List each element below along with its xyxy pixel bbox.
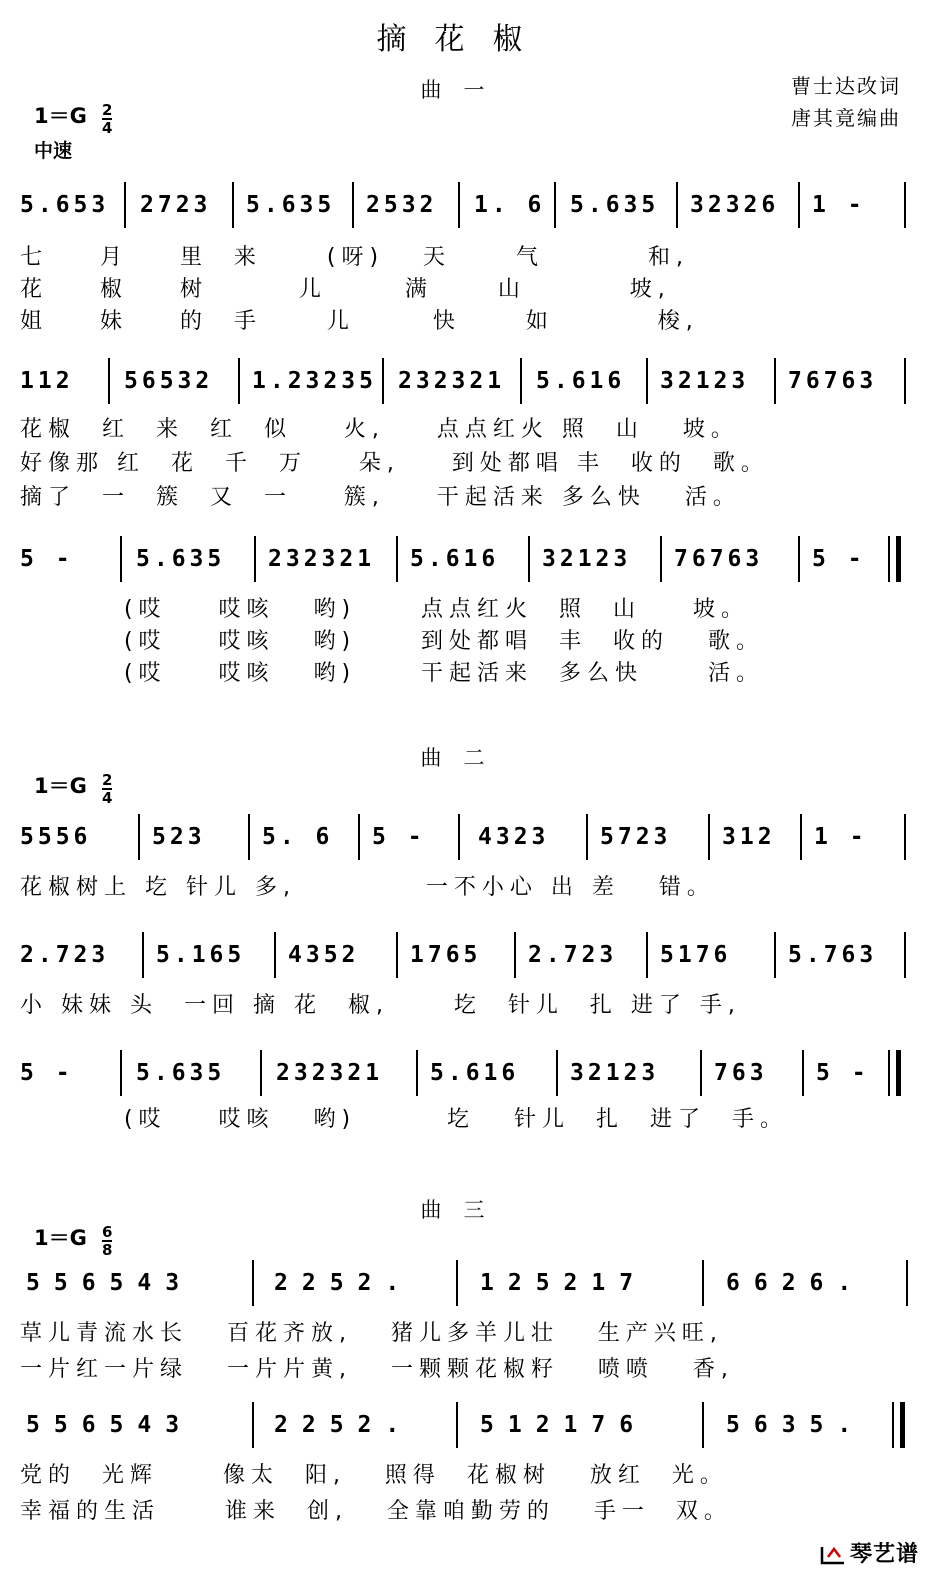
measure: 763 [714,1060,768,1086]
lyric-line: 幸福的生活 谁来 创, 全靠咱勤劳的 手一 双。 [20,1499,732,1524]
staff-row [20,1270,908,1304]
measure: 312 [722,824,776,850]
time-signature [101,1222,113,1259]
time-top: 2 [101,100,113,119]
key-signature [34,1222,112,1257]
measure: 2532 [366,192,438,218]
tempo-marking: 中速 [34,140,73,162]
measure: 523 [152,824,206,850]
lyric-line: (哎 哎咳 哟) 圪 针儿 扎 进了 手。 [20,1107,788,1132]
key-label: 1＝G [34,104,87,128]
staff-row [20,1412,908,1446]
measure: 125217 [480,1270,648,1296]
measure: 76763 [674,546,764,572]
measure: 1. 6 [474,192,546,218]
measure: 32123 [542,546,632,572]
time-top: 2 [101,770,113,789]
measure: 2252. [274,1412,414,1438]
measure: 5.616 [410,546,500,572]
lyric-line: 摘了 一 簇 又 一 簇, 干起活来 多么快 活。 [20,485,741,510]
measure: 5.635 [570,192,660,218]
lyric-line: 草儿青流水长 百花齐放, 猪儿多羊儿壮 生产兴旺, [20,1321,723,1346]
lyric-line: (哎 哎咳 哟) 干起活来 多么快 活。 [20,661,764,686]
measure: 2723 [140,192,212,218]
lyricist-credit: 曹士达改词 [791,74,901,98]
measure: 4323 [478,824,550,850]
measure: 4352 [288,942,360,968]
measure: 232321 [268,546,376,572]
time-bottom: 8 [101,1240,113,1259]
measure: 2.723 [528,942,618,968]
lyric-line: 小 妹妹 头 一回 摘 花 椒, 圪 针儿 扎 进了 手, [20,993,741,1018]
measure: 5635. [726,1412,866,1438]
measure: 112 [20,368,74,394]
measure: 5.653 [20,192,110,218]
measure: 5 - [372,824,426,850]
section-title: 曲一 [420,78,507,102]
section-title: 曲二 [420,746,507,770]
measure: 32326 [690,192,780,218]
measure: 1.23235 [252,368,377,394]
measure: 5176 [660,942,732,968]
key-signature [34,770,112,805]
measure: 5723 [600,824,672,850]
measure: 5.763 [788,942,878,968]
measure: 6626. [726,1270,866,1296]
measure: 232321 [398,368,506,394]
staff-row [20,192,908,226]
measure: 556543 [26,1270,194,1296]
lyric-line: 党的 光辉 像太 阳, 照得 花椒树 放红 光。 [20,1463,728,1488]
lyric-line: 好像那 红 花 千 万 朵, 到处都唱 丰 收的 歌。 [20,451,769,476]
key-label: 1＝G [34,774,87,798]
lyric-line: 花 椒 树 儿 满 山 坡, [20,277,671,302]
measure: 5.635 [246,192,336,218]
measure: 5.616 [430,1060,520,1086]
measure: 32123 [660,368,750,394]
lyric-line: 姐 妹 的 手 儿 快 如 梭, [20,309,699,334]
measure: 5. 6 [262,824,334,850]
measure: 2.723 [20,942,110,968]
arranger-credit: 唐其竟编曲 [791,106,901,130]
measure: 1 - [814,824,868,850]
staff-row [20,942,908,976]
lyric-line: (哎 哎咳 哟) 到处都唱 丰 收的 歌。 [20,629,764,654]
measure: 556543 [26,1412,194,1438]
measure: 1 - [812,192,866,218]
measure: 512176 [480,1412,648,1438]
time-bottom: 4 [101,788,113,807]
lyric-line: 花椒 红 来 红 似 火, 点点红火 照 山 坡。 [20,417,739,442]
measure: 5 - [20,1060,74,1086]
measure: 5.635 [136,1060,226,1086]
measure: 76763 [788,368,878,394]
key-label: 1＝G [34,1226,87,1250]
staff-row [20,1060,908,1094]
time-signature [101,100,113,137]
staff-row [20,546,908,580]
time-bottom: 4 [101,118,113,137]
watermark-icon [820,1543,846,1565]
section-title: 曲三 [420,1198,507,1222]
measure: 5 - [20,546,74,572]
measure: 5.165 [156,942,246,968]
measure: 232321 [276,1060,384,1086]
lyric-line: 七 月 里 来 (呀) 天 气 和, [20,245,689,270]
measure: 5 - [816,1060,870,1086]
key-signature [34,100,112,135]
measure: 2252. [274,1270,414,1296]
measure: 32123 [570,1060,660,1086]
lyric-line: 一片红一片绿 一片片黄, 一颗颗花椒籽 喷喷 香, [20,1357,734,1382]
lyric-line: 花椒树上 圪 针儿 多, 一不小心 出 差 错。 [20,875,715,900]
measure: 5.616 [536,368,626,394]
staff-row [20,368,908,402]
measure: 5.635 [136,546,226,572]
staff-row [20,824,908,858]
time-signature [101,770,113,807]
score-title: 摘花椒 [376,22,551,57]
lyric-line: (哎 哎咳 哟) 点点红火 照 山 坡。 [20,597,749,622]
measure: 5556 [20,824,92,850]
measure: 1765 [410,942,482,968]
time-top: 6 [101,1222,113,1241]
watermark-logo [820,1537,919,1568]
measure: 56532 [124,368,214,394]
watermark-text: 琴艺谱 [849,1542,919,1567]
measure: 5 - [812,546,866,572]
